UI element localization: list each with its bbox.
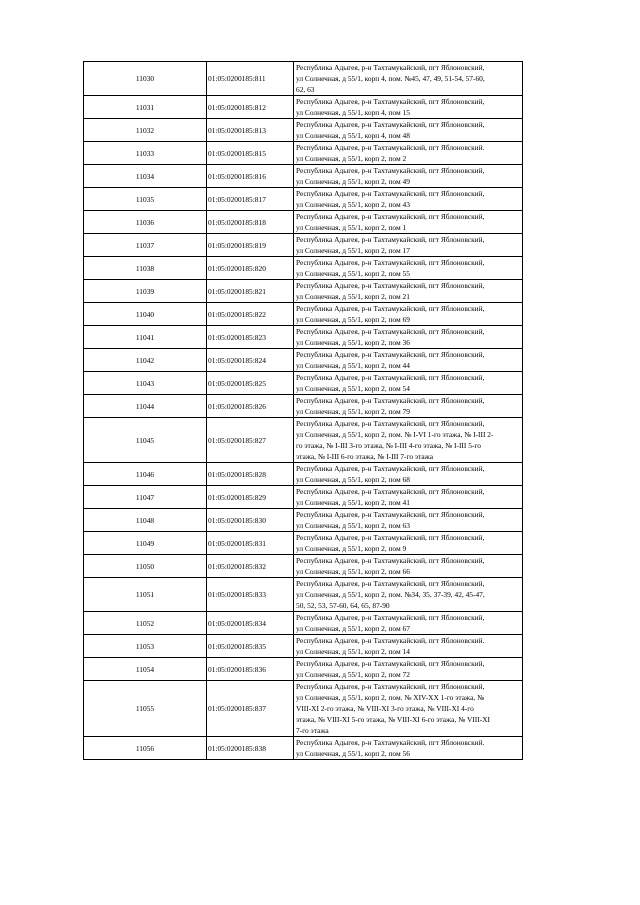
- row-number-cell: 11033: [84, 142, 207, 165]
- address-line: Республика Адыгея, р-н Тахтамукайский, пгт Яблоновский,: [296, 281, 485, 290]
- address-line: Республика Адыгея, р-н Тахтамукайский, пгт Яблоновский,: [296, 373, 485, 382]
- address-line: ул Солнечная, д 55/1, корп 2, пом 54: [296, 384, 410, 393]
- table-row: [84, 681, 523, 737]
- address-line: Республика Адыгея, р-н Тахтамукайский, пгт Яблоновский,: [296, 304, 485, 313]
- address-line: Республика Адыгея, р-н Тахтамукайский, пгт Яблоновский,: [296, 189, 485, 198]
- table-row: [84, 326, 523, 349]
- cadastral-number-cell: 01:05:0200185:822: [207, 303, 294, 326]
- address-cell: [294, 395, 523, 418]
- address-cell: [294, 737, 523, 760]
- address-cell: [294, 280, 523, 303]
- address-line: ул Солнечная, д 55/1, корп 2, пом 36: [296, 338, 410, 347]
- address-cell: [294, 142, 523, 165]
- table-row: [84, 280, 523, 303]
- address-line: ул Солнечная, д 55/1, корп 2, пом 9: [296, 544, 407, 553]
- table-row: [84, 142, 523, 165]
- cadastral-number-cell: 01:05:0200185:823: [207, 326, 294, 349]
- address-cell: [294, 635, 523, 658]
- cadastral-number-cell: 01:05:0200185:832: [207, 555, 294, 578]
- row-number-cell: 11040: [84, 303, 207, 326]
- address-line: ул Солнечная, д 55/1, корп 2, пом 67: [296, 624, 410, 633]
- address-line: Республика Адыгея, р-н Тахтамукайский, пгт Яблоновский,: [296, 166, 485, 175]
- address-line: Республика Адыгея, р-н Тахтамукайский, пгт Яблоновский,: [296, 258, 485, 267]
- address-line: ул Солнечная, д 55/1, корп 2, пом 44: [296, 361, 410, 370]
- address-line: Республика Адыгея, р-н Тахтамукайский, пгт Яблоновский,: [296, 556, 485, 565]
- table-row: [84, 257, 523, 280]
- address-line: ул Солнечная, д 55/1, корп 2, пом 63: [296, 521, 410, 530]
- address-cell: [294, 326, 523, 349]
- address-cell: [294, 96, 523, 119]
- row-number-cell: 11047: [84, 486, 207, 509]
- address-line: ул Солнечная, д 55/1, корп 2, пом 79: [296, 407, 410, 416]
- cadastral-number-cell: 01:05:0200185:817: [207, 188, 294, 211]
- table-row: [84, 165, 523, 188]
- table-row: [84, 463, 523, 486]
- address-line: ул Солнечная, д 55/1, корп 2, пом 69: [296, 315, 410, 324]
- address-line: 50, 52, 53, 57-60, 64, 65, 87-90: [296, 601, 390, 610]
- cadastral-number-cell: 01:05:0200185:836: [207, 658, 294, 681]
- address-cell: [294, 463, 523, 486]
- address-cell: [294, 62, 523, 96]
- address-cell: [294, 509, 523, 532]
- cadastral-number-cell: 01:05:0200185:825: [207, 372, 294, 395]
- address-cell: [294, 349, 523, 372]
- cadastral-number-cell: 01:05:0200185:820: [207, 257, 294, 280]
- property-table: [83, 61, 523, 760]
- address-cell: [294, 119, 523, 142]
- row-number-cell: 11046: [84, 463, 207, 486]
- address-line: ул Солнечная, д 55/1, корп 2, пом 55: [296, 269, 410, 278]
- cadastral-number-cell: 01:05:0200185:835: [207, 635, 294, 658]
- address-cell: [294, 418, 523, 463]
- address-line: Республика Адыгея, р-н Тахтамукайский, пгт Яблоновский,: [296, 120, 485, 129]
- address-line: ул Солнечная, д 55/1, корп 2, пом 43: [296, 200, 410, 209]
- row-number-cell: 11041: [84, 326, 207, 349]
- row-number-cell: 11045: [84, 418, 207, 463]
- table-row: [84, 555, 523, 578]
- address-line: этажа, № VIII-XI 5-го этажа, № VIII-XI 6-го этажа, № VIII-XI: [296, 715, 490, 724]
- table-row: [84, 372, 523, 395]
- address-cell: [294, 681, 523, 737]
- cadastral-number-cell: 01:05:0200185:831: [207, 532, 294, 555]
- table-row: [84, 737, 523, 760]
- address-cell: [294, 211, 523, 234]
- table-row: [84, 96, 523, 119]
- address-cell: [294, 234, 523, 257]
- address-line: Республика Адыгея, р-н Тахтамукайский, пгт Яблоновский,: [296, 97, 485, 106]
- address-line: Республика Адыгея, р-н Тахтамукайский, пгт Яблоновский.: [296, 636, 485, 645]
- cadastral-number-cell: 01:05:0200185:812: [207, 96, 294, 119]
- address-line: Республика Адыгея, р-н Тахтамукайский, пгт Яблоновский,: [296, 682, 485, 691]
- address-cell: [294, 372, 523, 395]
- address-line: Республика Адыгея, р-н Тахтамукайский, пгт Яблоновский,: [296, 464, 485, 473]
- address-line: ул Солнечная, д 55/1, корп 2, пом 2: [296, 154, 407, 163]
- address-line: Республика Адыгея, р-н Тахтамукайский, пгт Яблоновский.: [296, 738, 485, 747]
- address-line: Республика Адыгея, р-н Тахтамукайский, пгт Яблоновский.: [296, 143, 485, 152]
- row-number-cell: 11037: [84, 234, 207, 257]
- address-cell: [294, 188, 523, 211]
- address-line: ул Солнечная, д 55/1, корп 2, пом 72: [296, 670, 410, 679]
- address-line: Республика Адыгея, р-н Тахтамукайский, пгт Яблоновский,: [296, 396, 485, 405]
- row-number-cell: 11034: [84, 165, 207, 188]
- cadastral-number-cell: 01:05:0200185:834: [207, 612, 294, 635]
- address-line: ул Солнечная, д 55/1, корп 2, пом. № XIV-XX 1-го этажа, №: [296, 693, 485, 702]
- address-cell: [294, 612, 523, 635]
- row-number-cell: 11042: [84, 349, 207, 372]
- table-row: [84, 532, 523, 555]
- cadastral-number-cell: 01:05:0200185:827: [207, 418, 294, 463]
- table-row: [84, 509, 523, 532]
- address-line: ул Солнечная, д 55/1, корп 4, пом. №45, 47, 49, 51-54, 57-60,: [296, 74, 485, 83]
- row-number-cell: 11043: [84, 372, 207, 395]
- cadastral-number-cell: 01:05:0200185:824: [207, 349, 294, 372]
- row-number-cell: 11055: [84, 681, 207, 737]
- address-line: ул Солнечная, д 55/1, корп 2, пом 21: [296, 292, 410, 301]
- cadastral-number-cell: 01:05:0200185:813: [207, 119, 294, 142]
- cadastral-number-cell: 01:05:0200185:816: [207, 165, 294, 188]
- address-cell: [294, 486, 523, 509]
- address-line: ул Солнечная, д 55/1, корп 4, пом 15: [296, 108, 410, 117]
- address-line: ул Солнечная, д 55/1, корп 2, пом 17: [296, 246, 410, 255]
- row-number-cell: 11056: [84, 737, 207, 760]
- address-line: Республика Адыгея, р-н Тахтамукайский, пгт Яблоновский,: [296, 613, 485, 622]
- row-number-cell: 11036: [84, 211, 207, 234]
- table-row: [84, 635, 523, 658]
- address-cell: [294, 257, 523, 280]
- address-line: 62, 63: [296, 85, 315, 94]
- row-number-cell: 11038: [84, 257, 207, 280]
- cadastral-number-cell: 01:05:0200185:838: [207, 737, 294, 760]
- property-table-body: [84, 62, 523, 760]
- address-line: Республика Адыгея, р-н Тахтамукайский, пгт Яблоновский,: [296, 63, 485, 72]
- address-line: ул Солнечная, д 55/1, корп 2, пом 41: [296, 498, 410, 507]
- row-number-cell: 11049: [84, 532, 207, 555]
- row-number-cell: 11039: [84, 280, 207, 303]
- table-row: [84, 486, 523, 509]
- address-line: ул Солнечная, д 55/1, корп 2, пом. № I-VI 1-го этажа, № I-III 2-: [296, 430, 494, 439]
- address-line: Республика Адыгея, р-н Тахтамукайский, пгт Яблоновский,: [296, 579, 485, 588]
- cadastral-number-cell: 01:05:0200185:830: [207, 509, 294, 532]
- row-number-cell: 11031: [84, 96, 207, 119]
- cadastral-number-cell: 01:05:0200185:833: [207, 578, 294, 612]
- table-row: [84, 418, 523, 463]
- row-number-cell: 11048: [84, 509, 207, 532]
- row-number-cell: 11030: [84, 62, 207, 96]
- row-number-cell: 11054: [84, 658, 207, 681]
- row-number-cell: 11050: [84, 555, 207, 578]
- address-line: Республика Адыгея, р-н Тахтамукайский, пгт Яблоновский,: [296, 235, 485, 244]
- cadastral-number-cell: 01:05:0200185:819: [207, 234, 294, 257]
- address-line: Республика Адыгея, р-н Тахтамукайский, пгт Яблоновский,: [296, 419, 485, 428]
- address-line: VIII-XI 2-го этажа, № VIII-XI 3-го этажа, № VIII-XI 4-го: [296, 704, 474, 713]
- address-line: ул Солнечная, д 55/1, корп 4, пом 48: [296, 131, 410, 140]
- table-row: [84, 303, 523, 326]
- address-line: Республика Адыгея, р-н Тахтамукайский, пгт Яблоновский,: [296, 212, 485, 221]
- table-row: [84, 62, 523, 96]
- address-line: Республика Адыгея, р-н Тахтамукайский, пгт Яблоновский,: [296, 659, 485, 668]
- cadastral-number-cell: 01:05:0200185:828: [207, 463, 294, 486]
- cadastral-number-cell: 01:05:0200185:818: [207, 211, 294, 234]
- row-number-cell: 11052: [84, 612, 207, 635]
- row-number-cell: 11032: [84, 119, 207, 142]
- address-line: ул Солнечная, д 55/1, корп 2, пом 14: [296, 647, 410, 656]
- row-number-cell: 11044: [84, 395, 207, 418]
- table-row: [84, 658, 523, 681]
- table-row: [84, 395, 523, 418]
- address-cell: [294, 165, 523, 188]
- address-line: Республика Адыгея, р-н Тахтамукайский, пгт Яблоновский,: [296, 350, 485, 359]
- row-number-cell: 11035: [84, 188, 207, 211]
- table-row: [84, 234, 523, 257]
- table-row: [84, 119, 523, 142]
- address-line: ул Солнечная, д 55/1, корп 2, пом 1: [296, 223, 407, 232]
- address-cell: [294, 555, 523, 578]
- cadastral-number-cell: 01:05:0200185:826: [207, 395, 294, 418]
- address-line: этажа, № I-III 6-го этажа, № I-III 7-го этажа: [296, 452, 434, 461]
- cadastral-number-cell: 01:05:0200185:815: [207, 142, 294, 165]
- address-line: ул Солнечная, д 55/1, корп 2, пом 56: [296, 749, 410, 758]
- address-line: Республика Адыгея, р-н Тахтамукайский, пгт Яблоновский,: [296, 487, 485, 496]
- address-line: ул Солнечная, д 55/1, корп 2, пом 49: [296, 177, 410, 186]
- cadastral-number-cell: 01:05:0200185:829: [207, 486, 294, 509]
- address-line: Республика Адыгея, р-н Тахтамукайский, пгт Яблоновский,: [296, 510, 485, 519]
- address-line: 7-го этажа: [296, 726, 329, 735]
- table-row: [84, 349, 523, 372]
- table-row: [84, 612, 523, 635]
- address-line: ул Солнечная, д 55/1, корп 2, пом 68: [296, 475, 410, 484]
- table-row: [84, 211, 523, 234]
- row-number-cell: 11051: [84, 578, 207, 612]
- address-line: ул Солнечная, д 55/1, корп 2, пом 66: [296, 567, 410, 576]
- address-cell: [294, 532, 523, 555]
- address-cell: [294, 578, 523, 612]
- row-number-cell: 11053: [84, 635, 207, 658]
- cadastral-number-cell: 01:05:0200185:837: [207, 681, 294, 737]
- table-row: [84, 188, 523, 211]
- address-line: го этажа, № I-III 3-го этажа, № I-III 4-го этажа, № I-III 5-го: [296, 441, 481, 450]
- table-row: [84, 578, 523, 612]
- address-cell: [294, 658, 523, 681]
- cadastral-number-cell: 01:05:0200185:821: [207, 280, 294, 303]
- address-line: ул Солнечная, д 55/1, корп 2, пом. №34, 35, 37-39, 42, 45-47,: [296, 590, 485, 599]
- address-line: Республика Адыгея, р-н Тахтамукайский, пгт Яблоновский,: [296, 533, 485, 542]
- cadastral-number-cell: 01:05:0200185:811: [207, 62, 294, 96]
- address-line: Республика Адыгея, р-н Тахтамукайский, пгт Яблоновский,: [296, 327, 485, 336]
- address-cell: [294, 303, 523, 326]
